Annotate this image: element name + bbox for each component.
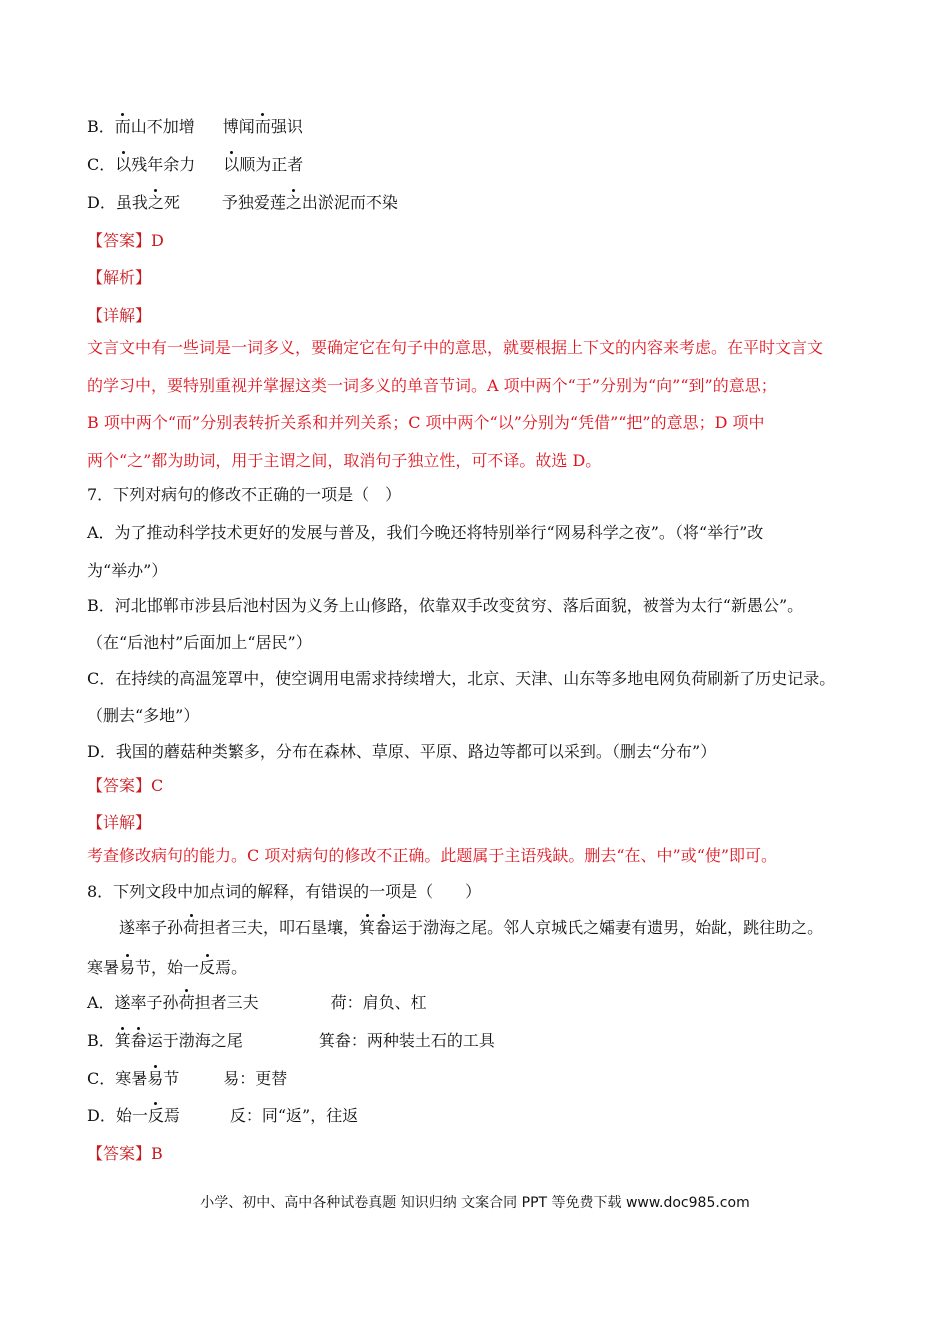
dotted-char: 以 bbox=[223, 155, 240, 174]
dotted-char: 荷 bbox=[178, 993, 195, 1012]
dotted-char: 而 bbox=[114, 117, 131, 136]
q6-detail-tag: 【详解】 bbox=[87, 306, 152, 325]
q7-option-b-line-1: B．河北邯郸市涉县后池村因为义务上山修路，依靠双手改变贫穷、落后面貌，被誉为太行“新愚公”。 bbox=[87, 596, 804, 615]
q6-explanation-line-1: 文言文中有一些词是一词多义，要确定它在句子中的意思，就要根据上下文的内容来考虑。在平时文言文 bbox=[87, 338, 824, 357]
dotted-char: 之 bbox=[147, 193, 164, 212]
dotted-char: 以 bbox=[115, 155, 132, 174]
q6-option-c: C．以残年余力 以顺为正者 bbox=[87, 155, 304, 174]
page-footer: 小学、初中、高中各种试卷真题 知识归纳 文案合同 PPT 等免费下载 www.doc985.com bbox=[200, 1195, 750, 1211]
dotted-char: 之 bbox=[285, 193, 302, 212]
q7-option-a-line-2: 为“举办”） bbox=[87, 561, 168, 580]
dotted-char: 箕 bbox=[114, 1031, 131, 1050]
dotted-char: 荷 bbox=[183, 918, 200, 937]
q7-option-c-line-1: C．在持续的高温笼罩中，使空调用电需求持续增大，北京、天津、山东等多地电网负荷刷新了历史记录。 bbox=[87, 669, 836, 688]
q7-option-b-line-2: （在“后池村”后面加上“居民”） bbox=[87, 633, 312, 652]
q6-option-d: D．虽我之死 予独爱莲之出淤泥而不染 bbox=[87, 193, 398, 212]
q6-explanation-line-4: 两个“之”都为助词，用于主谓之间，取消句子独立性，可不译。故选 D。 bbox=[87, 451, 602, 470]
dotted-char: 易 bbox=[147, 1069, 164, 1088]
q6-option-b: B．而山不加增 博闻而强识 bbox=[87, 117, 303, 136]
q8-passage-line-2: 寒暑易节，始一反焉。 bbox=[87, 958, 248, 977]
q8-passage-line-1: 遂率子孙荷担者三夫，叩石垦壤，箕畚运于渤海之尾。邻人京城氏之孀妻有遗男，始龀，跳往助之。 bbox=[119, 918, 824, 937]
q7-stem: 7．下列对病句的修改不正确的一项是（ ） bbox=[87, 485, 402, 504]
q7-detail-tag: 【详解】 bbox=[87, 813, 152, 832]
dotted-char: 易 bbox=[119, 958, 136, 977]
dotted-char: 而 bbox=[254, 117, 271, 136]
q8-option-c: C．寒暑易节 易：更替 bbox=[87, 1069, 288, 1088]
q8-answer: 【答案】B bbox=[87, 1144, 163, 1163]
q8-option-d: D．始一反焉 反：同“返”，往返 bbox=[87, 1106, 359, 1125]
q7-explanation: 考查修改病句的能力。C 项对病句的修改不正确。此题属于主语残缺。删去“在、中”或“使”即可。 bbox=[87, 846, 778, 865]
dotted-char: 箕 bbox=[359, 918, 376, 937]
q7-option-a-line-1: A．为了推动科学技术更好的发展与普及，我们今晚还将特别举行“网易科学之夜”。（将“举行”改 bbox=[87, 523, 764, 542]
q6-analysis-tag: 【解析】 bbox=[87, 268, 152, 287]
dotted-char: 反 bbox=[199, 958, 216, 977]
q6-explanation-line-2: 的学习中，要特别重视并掌握这类一词多义的单音节词。A 项中两个“于”分别为“向”“到”的意思； bbox=[87, 376, 777, 395]
q6-explanation-line-3: B 项中两个“而”分别表转折关系和并列关系；C 项中两个“以”分别为“凭借”“把”的意思；D 项中 bbox=[87, 413, 765, 432]
q7-option-d: D．我国的蘑菇种类繁多，分布在森林、草原、平原、路边等都可以采到。（删去“分布”） bbox=[87, 742, 717, 761]
q7-option-c-line-2: （删去“多地”） bbox=[87, 706, 200, 725]
q8-stem: 8．下列文段中加点词的解释，有错误的一项是（ ） bbox=[87, 882, 482, 901]
dotted-char: 畚 bbox=[130, 1031, 147, 1050]
q8-option-a: A．遂率子孙荷担者三夫 荷：肩负、杠 bbox=[87, 993, 427, 1012]
dotted-char: 反 bbox=[147, 1106, 164, 1125]
q8-option-b: B．箕畚运于渤海之尾 箕畚：两种装土石的工具 bbox=[87, 1031, 495, 1050]
dotted-char: 畚 bbox=[375, 918, 392, 937]
q7-answer: 【答案】C bbox=[87, 776, 164, 795]
q6-answer: 【答案】D bbox=[87, 231, 164, 250]
